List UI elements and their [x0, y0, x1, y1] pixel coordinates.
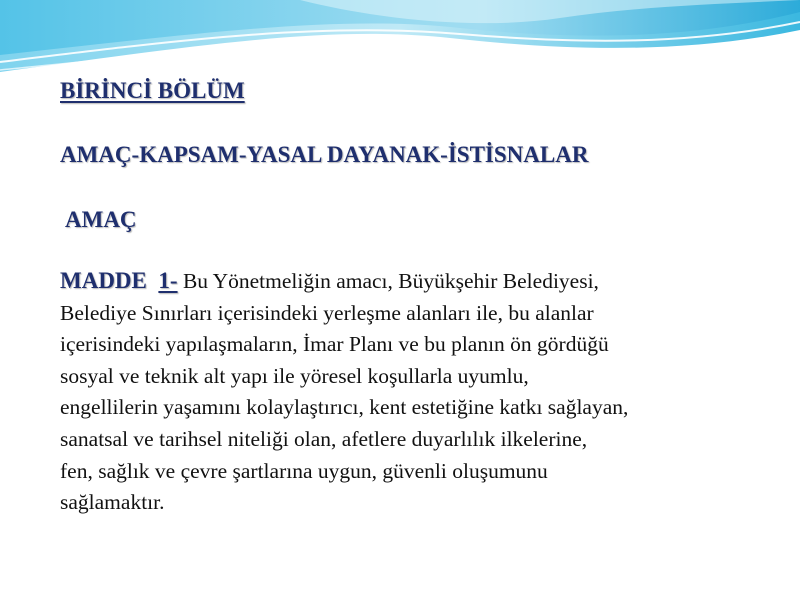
chapter-title: BİRİNCİ BÖLÜM	[60, 78, 245, 103]
article-line-5: engellilerin yaşamını kolaylaştırıcı, kent estetiğine katkı sağlayan,	[60, 395, 629, 420]
article-line-6: sanatsal ve tarihsel niteliği olan, afetlere duyarlılık ilkelerine,	[60, 426, 588, 451]
article-line-7: fen, sağlık ve çevre şartlarına uygun, güvenli oluşumunu	[60, 458, 548, 483]
article-line-3: içerisindeki yapılaşmaların, İmar Planı ve bu planın ön gördüğü	[60, 332, 609, 357]
article-paragraph	[60, 265, 780, 519]
article-line-2: Belediye Sınırları içerisindeki yerleşme alanları ile, bu alanlar	[60, 300, 594, 325]
article-text: Bu Yönetmeliğin amacı, Büyükşehir Belediyesi,	[182, 269, 599, 293]
decorative-wave-banner	[0, 0, 800, 80]
article-number: 1-	[158, 268, 178, 293]
article-label-word: MADDE	[60, 268, 147, 293]
article-line-1	[60, 265, 780, 298]
article-line-4: sosyal ve teknik alt yapı ile yöresel koşullarla uyumlu,	[60, 363, 529, 388]
section-title: AMAÇ-KAPSAM-YASAL DAYANAK-İSTİSNALAR	[60, 142, 589, 167]
subsection-title: AMAÇ	[65, 207, 137, 232]
article-label	[60, 268, 178, 293]
article-line-8: sağlamaktır.	[60, 490, 165, 515]
